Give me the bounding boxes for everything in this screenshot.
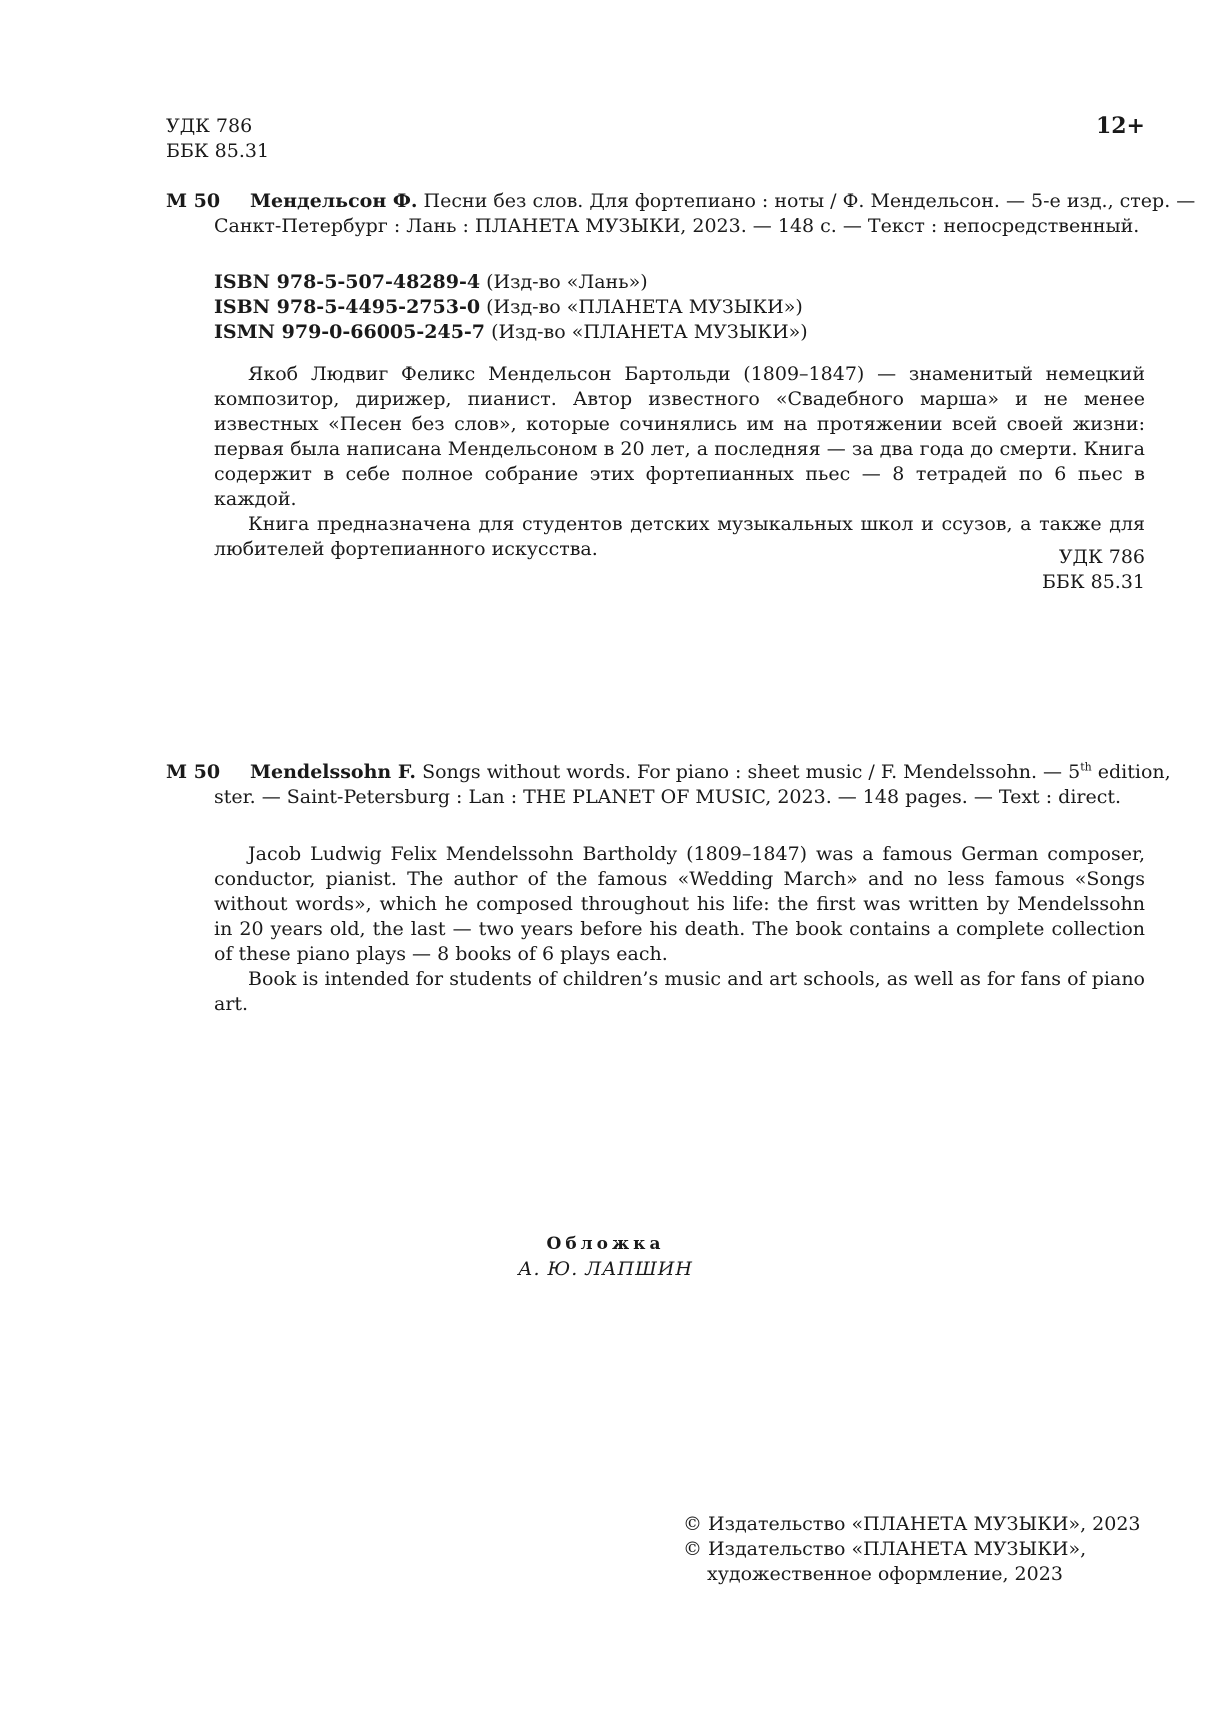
ru-annotation-paragraph: Книга предназначена для студентов детских музыкальных школ и ссузов, а также для любителей фортепианного искусства. xyxy=(214,513,1145,560)
isbn-list xyxy=(214,270,808,345)
bbk-code: ББК 85.31 xyxy=(166,140,270,162)
ismn-item: ISMN 979-0-66005-245-7 (Изд-во «ПЛАНЕТА МУЗЫКИ») xyxy=(214,321,808,343)
en-title-line: Songs without words. For piano : sheet music / F. Mendelssohn. — 5 xyxy=(422,761,1081,783)
classification-codes-top xyxy=(166,114,269,164)
en-author: Mendelssohn F. xyxy=(250,761,417,783)
age-rating: 12+ xyxy=(1095,113,1145,139)
cover-artist: А. Ю. ЛАПШИН xyxy=(518,1258,693,1280)
en-annotation xyxy=(214,842,1145,1017)
author-sign: M 50 xyxy=(166,761,221,783)
ru-annotation xyxy=(214,362,1145,562)
author-sign: М 50 xyxy=(166,190,221,212)
copyright-line: художественное оформление, 2023 xyxy=(707,1563,1063,1585)
udk-code: УДК 786 xyxy=(1058,546,1145,568)
cover-heading: Обложка xyxy=(546,1234,665,1254)
en-annotation-paragraph: Jacob Ludwig Felix Mendelssohn Bartholdy (1809–1847) was a famous German composer, conductor, pianist. The author of the famous «Wedding March» and no less famous «Songs without words», which he composed throughout his life: the first was written by Mendelssohn in 20 years old, the last — two years before his death. The book contains a complete collection of these piano plays — 8 books of 6 plays each. xyxy=(214,843,1145,965)
udk-code: УДК 786 xyxy=(166,115,253,137)
classification-codes-bottom xyxy=(1042,545,1145,595)
bbk-code: ББК 85.31 xyxy=(1041,571,1145,593)
ru-title-line: Песни без слов. Для фортепиано : ноты / Ф. Мендельсон. — 5-е изд., стер. — xyxy=(423,190,1196,212)
copyright-line: © Издательство «ПЛАНЕТА МУЗЫКИ», xyxy=(683,1538,1087,1560)
ru-imprint-line: Санкт-Петербург : Лань : ПЛАНЕТА МУЗЫКИ, 2023. — 148 с. — Текст : непосредственный. xyxy=(214,215,1140,237)
isbn-item: ISBN 978-5-507-48289-4 (Изд-во «Лань») xyxy=(214,271,648,293)
ru-catalog-entry xyxy=(166,189,1196,239)
en-imprint-line: ster. — Saint-Petersburg : Lan : THE PLANET OF MUSIC, 2023. — 148 pages. — Text : direct. xyxy=(214,786,1122,808)
ru-author: Мендельсон Ф. xyxy=(250,190,418,212)
copyright-line: © Издательство «ПЛАНЕТА МУЗЫКИ», 2023 xyxy=(683,1513,1141,1535)
en-annotation-paragraph: Book is intended for students of children’s music and art schools, as well as for fans of piano art. xyxy=(214,968,1145,1015)
en-catalog-entry: M 50 Mendelssohn F. Songs without words. For piano : sheet music / F. Mendelssohn. — 5th edition, ster. — Saint-Petersburg : Lan : THE PLANET OF MUSIC, 2023. — 148 pages. — Text : direct. xyxy=(166,760,1171,808)
cover-credit xyxy=(0,1232,1211,1282)
edition-superscript: th xyxy=(1080,760,1092,774)
copyright-block xyxy=(683,1512,1141,1587)
isbn-item: ISBN 978-5-4495-2753-0 (Изд-во «ПЛАНЕТА МУЗЫКИ») xyxy=(214,296,803,318)
ru-annotation-paragraph: Якоб Людвиг Феликс Мендельсон Бартольди (1809–1847) — знаменитый немецкий композитор, дирижер, пианист. Автор известного «Свадебного марша» и не менее известных «Песен без слов», которые сочинялись им на протяжении всей своей жизни: первая была написана Мендельсоном в 20 лет, а последняя — за два года до смерти. Книга содержит в себе полное собрание этих фортепианных пьес — 8 тетрадей по 6 пьес в каждой. xyxy=(214,363,1145,510)
